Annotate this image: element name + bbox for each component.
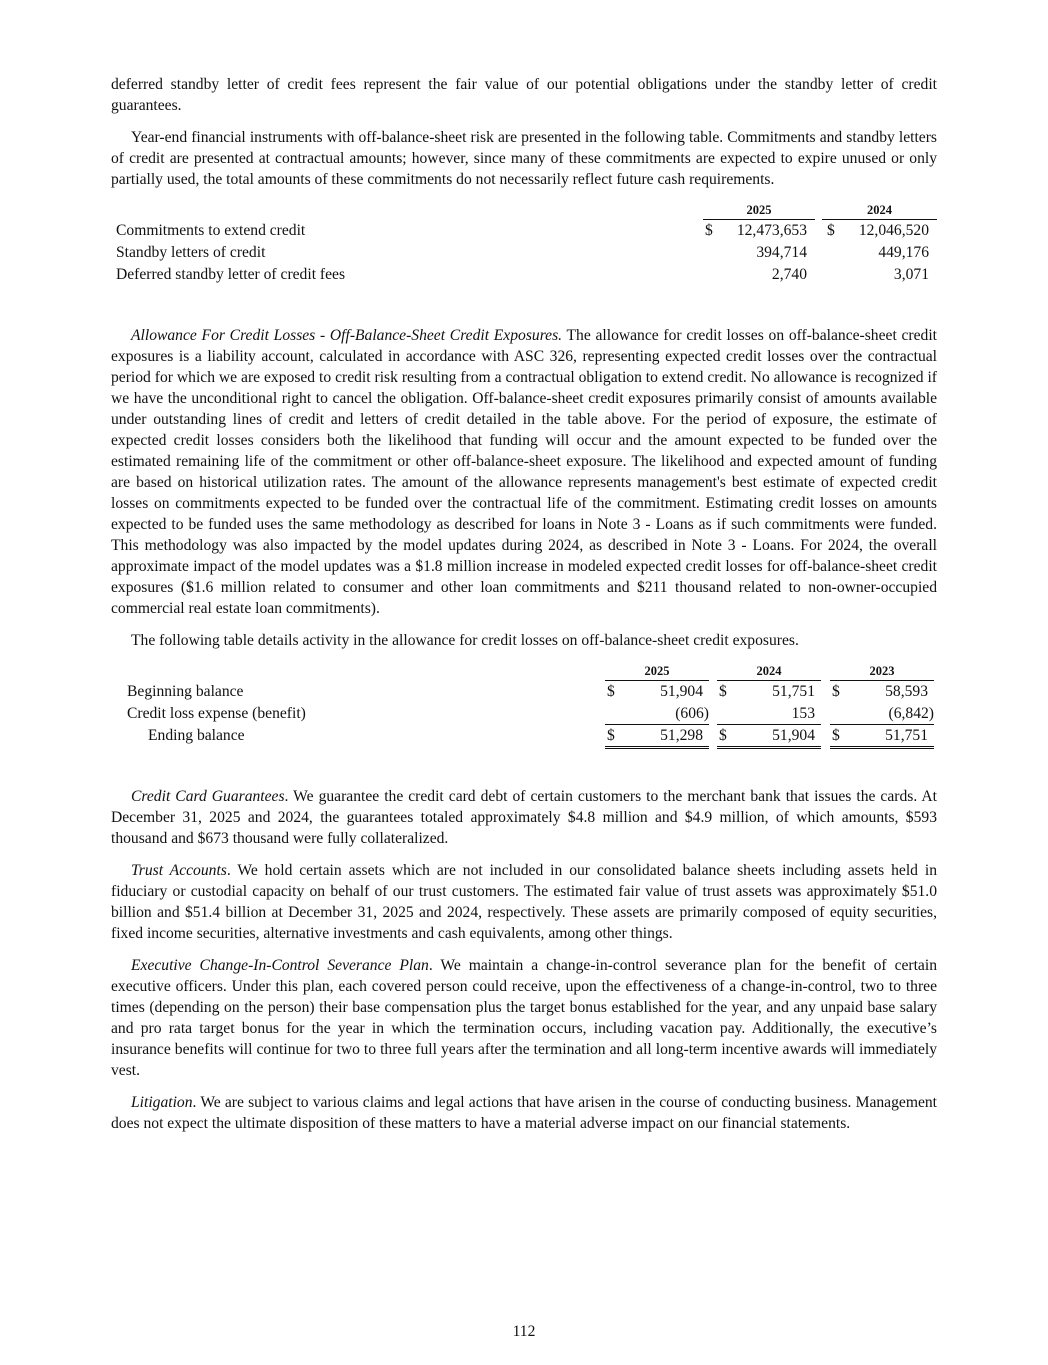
year-header-2024: 2024 xyxy=(717,662,821,681)
credit-card-heading: Credit Card Guarantees xyxy=(131,788,285,805)
value-2025: 12,473,653 xyxy=(736,222,807,239)
year-header-2025: 2025 xyxy=(605,662,709,681)
table-row xyxy=(111,725,937,747)
trust-accounts-heading: Trust Accounts xyxy=(131,862,227,879)
value-2024: 153 xyxy=(791,705,815,722)
table-row xyxy=(111,703,937,725)
litigation-paragraph xyxy=(111,1092,937,1134)
litigation-heading: Litigation xyxy=(131,1094,193,1111)
currency-symbol: $ xyxy=(827,222,835,239)
intro-paragraph: deferred standby letter of credit fees represent the fair value of our potential obligations under the standby letter of credit guarantees. xyxy=(111,76,937,114)
row-label: Ending balance xyxy=(148,727,245,744)
row-label: Beginning balance xyxy=(127,683,244,700)
currency-symbol: $ xyxy=(607,727,615,744)
value-2025: 51,298 xyxy=(660,727,703,744)
allowance-paragraph xyxy=(111,325,937,619)
value-cell xyxy=(830,703,934,725)
value-cell xyxy=(830,724,934,749)
following-table-paragraph: The following table details activity in the allowance for credit losses on off-balance-sheet credit exposures. xyxy=(131,632,799,649)
value-2025: 394,714 xyxy=(756,244,807,261)
year-header-2023: 2023 xyxy=(830,662,934,681)
value-2023: 58,593 xyxy=(885,683,928,700)
credit-card-text: . We guarantee the credit card debt of certain customers to the merchant bank that issues the cards. At December 31, 2025 and 2024, the guarantees totaled approximately $4.8 million and $4.9 million, of which amounts, $593 thousand and $673 thousand were fully collateralized. xyxy=(111,788,937,847)
value-cell xyxy=(605,681,709,703)
value-cell xyxy=(605,703,709,725)
value-2024: 449,176 xyxy=(878,244,929,261)
table-row xyxy=(111,242,937,264)
value-2024: 51,751 xyxy=(772,683,815,700)
table-row xyxy=(111,264,937,286)
row-label: Commitments to extend credit xyxy=(116,222,306,239)
table-row xyxy=(111,681,937,703)
value-2025: 2,740 xyxy=(771,266,807,283)
row-label: Standby letters of credit xyxy=(116,244,266,261)
value-cell xyxy=(717,703,821,725)
value-2025: 51,904 xyxy=(660,683,703,700)
currency-symbol: $ xyxy=(705,222,713,239)
executive-plan-heading: Executive Change-In-Control Severance Plan xyxy=(131,957,429,974)
row-label: Deferred standby letter of credit fees xyxy=(116,266,346,283)
value-2023: 51,751 xyxy=(885,727,928,744)
currency-symbol: $ xyxy=(832,683,840,700)
value-2024: 51,904 xyxy=(772,727,815,744)
value-2023: (6,842) xyxy=(888,705,934,722)
page-number: 112 xyxy=(512,1323,536,1340)
currency-symbol: $ xyxy=(719,727,727,744)
year-header-2024: 2024 xyxy=(822,201,937,220)
value-cell xyxy=(717,724,821,749)
table-row xyxy=(111,220,937,242)
executive-plan-paragraph xyxy=(111,955,937,1081)
currency-symbol: $ xyxy=(607,683,615,700)
executive-plan-text: . We maintain a change-in-control severance plan for the benefit of certain executive officers. Under this plan, each covered person could receive, upon the effectiveness of a change-in-control, two to three times (depending on the person) their base compensation plus the target bonus established for the year, and any unpaid base salary and pro rata target bonus for the year in which the termination occurs, including vacation pay. Additionally, the executive’s insurance benefits will continue for two to three full years after the termination and all long-term incentive awards will immediately vest. xyxy=(111,957,937,1079)
litigation-text: . We are subject to various claims and legal actions that have arisen in the course of conducting business. Management does not expect the ultimate disposition of these matters to have a material adverse impact on our financial statements. xyxy=(111,1094,937,1132)
allowance-text: The allowance for credit losses on off-balance-sheet credit exposures is a liability account, calculated in accordance with ASC 326, representing expected credit losses over the contractual period for which we are exposed to credit risk resulting from a contractual obligation to extend credit. No allowance is recognized if we have the unconditional right to cancel the obligation. Off-balance-sheet credit exposures primarily consist of amounts available under outstanding lines of credit and letters of credit detailed in the table above. For the period of exposure, the estimate of expected credit losses considers both the likelihood that funding will occur and the amount expected to be funded over the estimated remaining life of the commitment or other off-balance-sheet exposure. The likelihood and expected amount of funding are based on historical utilization rates. The amount of the allowance represents management's best estimate of expected credit losses on commitments expected to be funded over the contractual life of the commitment. Estimating credit losses on amounts expected to be funded uses the same methodology as described for loans in Note 3 - Loans as if such commitments were funded. This methodology was also impacted by the model updates during 2024, as described in Note 3 - Loans. For 2024, the overall approximate impact of the model updates was a $1.8 million increase in modeled expected credit losses for off-balance-sheet credit exposures ($1.6 million related to consumer and other loan commitments and $211 thousand related to non-owner-occupied commercial real estate loan commitments). xyxy=(111,327,937,617)
trust-accounts-text: . We hold certain assets which are not included in our consolidated balance sheets including assets held in fiduciary or custodial capacity on behalf of our trust customers. The estimated fair value of trust assets was approximately $51.0 billion and $51.4 billion at December 31, 2025 and 2024, respectively. These assets are primarily composed of equity securities, fixed income securities, alternative investments and cash equivalents, among other things. xyxy=(111,862,938,942)
value-2025: (606) xyxy=(675,705,709,722)
value-cell xyxy=(717,681,821,703)
off-balance-sheet-table xyxy=(111,201,937,305)
page-content xyxy=(111,74,937,1145)
value-cell xyxy=(830,681,934,703)
credit-card-paragraph xyxy=(111,786,937,849)
row-label: Credit loss expense (benefit) xyxy=(127,705,306,722)
value-2024: 12,046,520 xyxy=(858,222,929,239)
year-end-paragraph: Year-end financial instruments with off-balance-sheet risk are presented in the following table. Commitments and standby letters of credit are presented at contractual amounts; however, since many of these commitments are expected to expire unused or only partially used, the total amounts of these commitments do not necessarily reflect future cash requirements. xyxy=(111,129,937,188)
value-cell xyxy=(605,724,709,749)
currency-symbol: $ xyxy=(832,727,840,744)
allowance-heading: Allowance For Credit Losses - Off-Balance-Sheet Credit Exposures. xyxy=(131,327,563,344)
allowance-activity-table xyxy=(111,662,937,766)
value-2024: 3,071 xyxy=(893,266,929,283)
year-header-2025: 2025 xyxy=(703,201,815,220)
currency-symbol: $ xyxy=(719,683,727,700)
trust-accounts-paragraph xyxy=(111,860,937,944)
